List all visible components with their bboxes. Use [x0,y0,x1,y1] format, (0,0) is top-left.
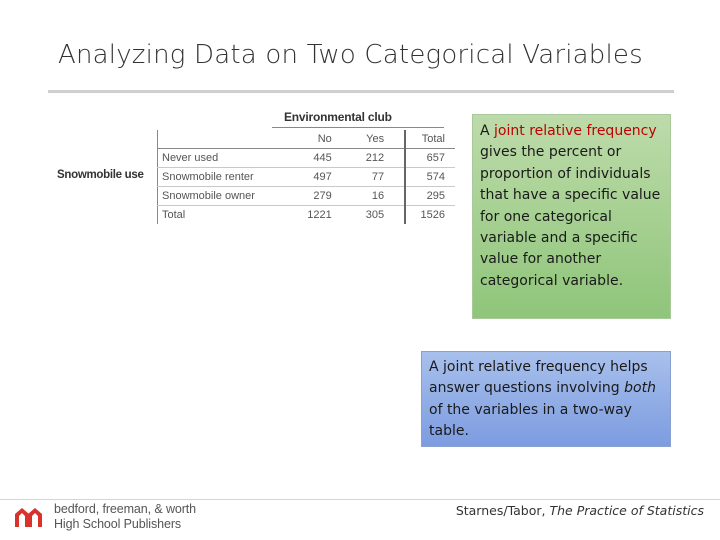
row-label: Total [158,206,272,225]
definition-callout [472,114,671,319]
credit-book-title: The Practice of Statistics [549,503,704,518]
slide-title: Analyzing Data on Two Categorical Variables [58,40,643,70]
book-credit [456,503,704,518]
title-divider [48,90,674,93]
note-emphasis: both [624,380,656,397]
row-label: Snowmobile renter [158,168,272,187]
row-label: Never used [158,149,272,168]
table-row [158,168,456,187]
note-text-before: A joint relative frequency helps answer questions involving [429,359,648,397]
definition-prefix: A [480,123,495,139]
table-cell: 497 [271,168,346,187]
table-cell: 1221 [307,209,332,221]
table-cell: 212 [346,149,405,168]
column-variable-label: Environmental club [284,110,392,124]
column-variable-rule [272,127,444,128]
table-cell: 77 [346,168,405,187]
table-cell: 574 [405,168,455,187]
definition-term: joint relative frequency [494,123,657,139]
publisher-name: bedford, freeman, & worth [54,502,197,516]
credit-authors: Starnes/Tabor, [455,503,546,518]
table-cell: 305 [365,209,385,221]
column-header-no: No [271,130,346,149]
table-cell: 279 [271,187,346,206]
table-cell: 657 [405,149,455,168]
definition-text: gives the percent or proportion of individuals that have a specific value for one categorical variable and a specific value for another categorical variable. [480,144,661,289]
table-cell: 445 [271,149,346,168]
table-row [158,187,456,206]
table-corner-cell [158,130,272,149]
table-cell: 1526 [405,206,455,225]
column-header-total: Total [405,130,455,149]
table-cell: 295 [405,187,455,206]
table-row [158,149,456,168]
table-cell: 16 [346,187,405,206]
macmillan-logo-icon [14,503,44,529]
note-callout [421,351,671,447]
column-header-yes: Yes [346,130,405,149]
note-text-after: of the variables in a two-way table. [429,401,632,440]
publisher-division: High School Publishers [54,517,182,531]
table-header-row [158,130,456,149]
two-way-table [157,130,455,224]
two-way-table-figure [55,108,455,233]
row-variable-label: Snowmobile use [57,169,144,181]
row-label: Snowmobile owner [158,187,272,206]
footer-divider [0,499,720,500]
table-total-row [158,206,456,225]
